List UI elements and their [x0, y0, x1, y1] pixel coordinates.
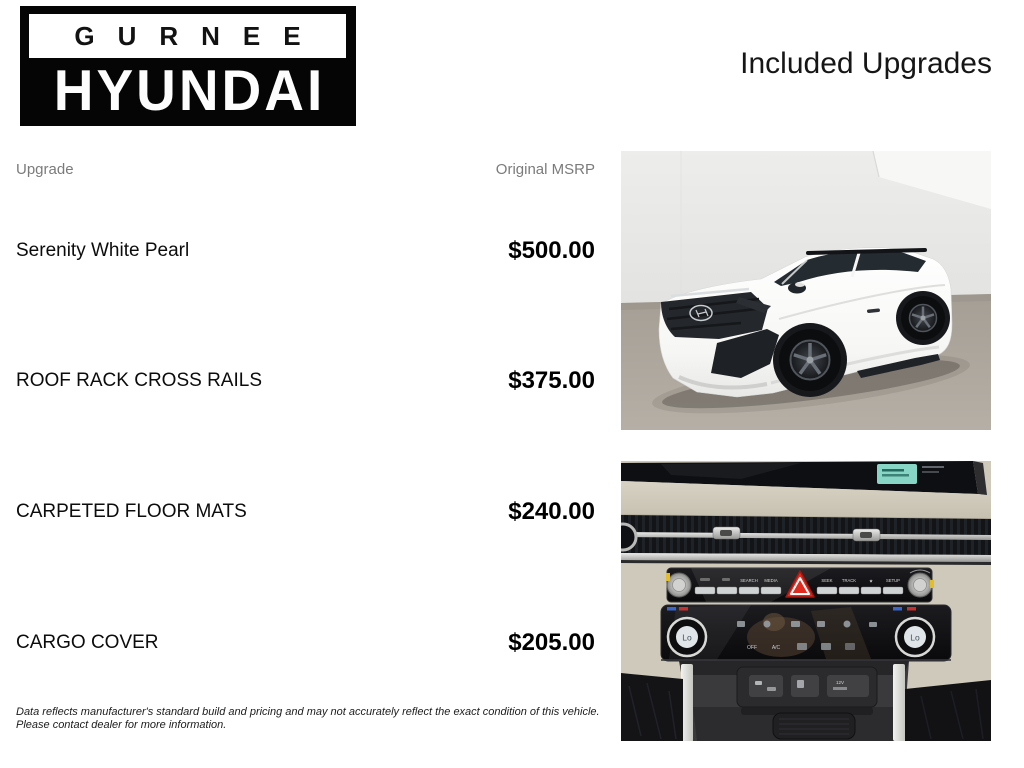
climate-control-panel [661, 605, 951, 661]
temp-display-right: Lo [910, 632, 920, 643]
table-row [16, 496, 595, 528]
temp-display-left: Lo [682, 632, 692, 643]
table-row [16, 365, 595, 397]
exterior-photo-illustration [621, 151, 991, 430]
console-pillar-right [893, 664, 905, 741]
floor-carpet-right [905, 680, 991, 741]
disclaimer-line-1: Data reflects manufacturer's standard build and pricing and may not accurately reflect the exact condition of this vehicle. [16, 706, 600, 718]
radio-seek-label: SEEK [821, 578, 833, 583]
radio-track-label: TRACK [841, 578, 857, 583]
usb-c-port-icon [797, 680, 804, 688]
upgrade-price: $500.00 [508, 237, 595, 264]
upgrade-label: CARGO COVER [16, 632, 159, 653]
brand-name: HYUNDAI [53, 57, 326, 123]
center-console [679, 661, 909, 741]
upgrade-price: $375.00 [508, 367, 595, 394]
power-outlet-label: 12V [835, 680, 845, 685]
round-vent [621, 524, 636, 550]
vehicle-exterior-photo [621, 151, 991, 430]
radio-setup-label: SETUP [886, 578, 900, 583]
front-wheel [773, 323, 847, 397]
disclaimer-text [16, 706, 600, 732]
dealer-logo-top [29, 14, 346, 58]
radio-search-label: SEARCH [740, 578, 758, 583]
upgrade-label: Serenity White Pearl [16, 240, 190, 261]
radio-star-icon: ★ [868, 578, 874, 584]
table-row [16, 235, 595, 267]
upgrade-price: $240.00 [508, 498, 595, 525]
upgrade-label: CARPETED FLOOR MATS [16, 501, 247, 522]
vehicle-interior-photo [621, 461, 991, 741]
rear-wheel [896, 291, 950, 345]
column-header-upgrade: Upgrade [16, 161, 74, 178]
climate-ac-label: A/C [771, 645, 781, 651]
usb-port-icon [755, 681, 762, 685]
interior-photo-illustration [621, 461, 991, 741]
page-title: Included Upgrades [740, 47, 992, 80]
table-row [16, 627, 595, 659]
dealer-name: GURNEE [74, 20, 324, 51]
climate-off-label: OFF [747, 645, 757, 651]
column-header-msrp: Original MSRP [495, 161, 595, 178]
disclaimer-line-2: Please contact dealer for more information. [16, 719, 227, 731]
floor-carpet-left [621, 673, 683, 741]
radio-control-panel [666, 568, 934, 602]
radio-media-label: MEDIA [764, 578, 778, 583]
upgrade-label: ROOF RACK CROSS RAILS [16, 370, 262, 391]
dealer-logo [20, 6, 356, 126]
rubber-mat [773, 713, 855, 739]
dealer-logo-bottom [20, 56, 356, 124]
upgrade-price: $205.00 [508, 629, 595, 656]
